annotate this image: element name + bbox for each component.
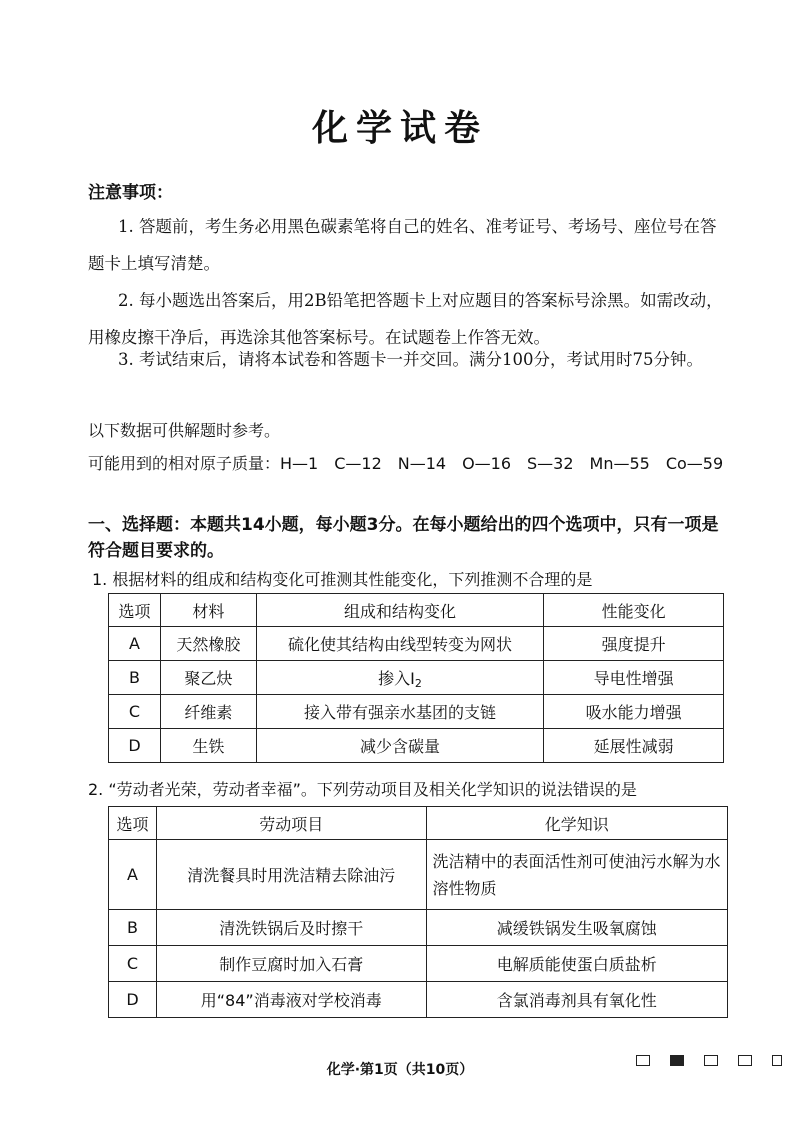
project-cell: 清洗铁锅后及时擦干 bbox=[156, 910, 426, 946]
page-footer: 化学·第1页（共10页） bbox=[326, 1062, 474, 1078]
property-cell: 吸水能力增强 bbox=[544, 695, 724, 729]
registration-mark bbox=[772, 1055, 782, 1066]
option-label: A bbox=[109, 627, 161, 661]
table-row bbox=[109, 946, 728, 982]
change-cell: 接入带有强亲水基团的支链 bbox=[256, 695, 543, 729]
subscript: 2 bbox=[414, 676, 422, 690]
knowledge-cell: 含氯消毒剂具有氧化性 bbox=[426, 982, 727, 1018]
header-change: 组成和结构变化 bbox=[256, 594, 543, 627]
table-header-row bbox=[109, 807, 728, 840]
section-heading: 一、选择题：本题共14小题，每小题3分。在每小题给出的四个选项中，只有一项是符合题目要求的。 bbox=[88, 515, 719, 561]
change-cell bbox=[256, 661, 543, 695]
header-option: 选项 bbox=[109, 807, 157, 840]
question-1-stem: 1. 根据材料的组成和结构变化可推测其性能变化，下列推测不合理的是 bbox=[92, 570, 593, 589]
question-2-stem: 2. “劳动者光荣，劳动者幸福”。下列劳动项目及相关化学知识的说法错误的是 bbox=[88, 780, 637, 799]
table-header-row bbox=[109, 594, 724, 627]
change-text: 掺入I bbox=[378, 668, 415, 688]
option-label: D bbox=[109, 982, 157, 1018]
registration-mark bbox=[738, 1055, 752, 1066]
material-cell: 生铁 bbox=[160, 729, 256, 763]
project-cell: 用“84”消毒液对学校消毒 bbox=[156, 982, 426, 1018]
header-knowledge: 化学知识 bbox=[426, 807, 727, 840]
registration-mark-filled bbox=[670, 1055, 684, 1066]
registration-mark bbox=[636, 1055, 650, 1066]
option-label: B bbox=[109, 661, 161, 695]
option-label: B bbox=[109, 910, 157, 946]
project-cell: 清洗餐具时用洗洁精去除油污 bbox=[156, 840, 426, 910]
table-row bbox=[109, 982, 728, 1018]
option-label: C bbox=[109, 946, 157, 982]
table-row bbox=[109, 729, 724, 763]
table-row bbox=[109, 627, 724, 661]
material-cell: 天然橡胶 bbox=[160, 627, 256, 661]
header-property: 性能变化 bbox=[544, 594, 724, 627]
header-project: 劳动项目 bbox=[156, 807, 426, 840]
property-cell: 导电性增强 bbox=[544, 661, 724, 695]
option-label: D bbox=[109, 729, 161, 763]
material-cell: 聚乙炔 bbox=[160, 661, 256, 695]
notice-heading: 注意事项： bbox=[88, 183, 173, 203]
knowledge-cell: 减缓铁锅发生吸氧腐蚀 bbox=[426, 910, 727, 946]
knowledge-cell: 电解质能使蛋白质盐析 bbox=[426, 946, 727, 982]
notice-item-3: 3. 考试结束后，请将本试卷和答题卡一并交回。满分100分，考试用时75分钟。 bbox=[118, 350, 703, 369]
project-cell: 制作豆腐时加入石膏 bbox=[156, 946, 426, 982]
page-title: 化学试卷 bbox=[311, 108, 488, 149]
reference-intro: 以下数据可供解题时参考。 bbox=[88, 421, 281, 440]
registration-mark bbox=[704, 1055, 718, 1066]
table-row bbox=[109, 661, 724, 695]
table-row bbox=[109, 910, 728, 946]
property-cell: 延展性减弱 bbox=[544, 729, 724, 763]
notice-item-1: 1. 答题前，考生务必用黑色碳素笔将自己的姓名、准考证号、考场号、座位号在答题卡上填写清楚。 bbox=[88, 217, 717, 273]
question-1-table bbox=[108, 593, 724, 763]
knowledge-cell: 洗洁精中的表面活性剂可使油污水解为水溶性物质 bbox=[426, 840, 727, 910]
atomic-masses: 可能用到的相对原子质量：H—1 C—12 N—14 O—16 S—32 Mn—55 Co—59 bbox=[88, 454, 724, 473]
material-cell: 纤维素 bbox=[160, 695, 256, 729]
question-2-table bbox=[108, 806, 728, 1018]
table-row bbox=[109, 695, 724, 729]
change-cell: 硫化使其结构由线型转变为网状 bbox=[256, 627, 543, 661]
notice-item-2: 2. 每小题选出答案后，用2B铅笔把答题卡上对应题目的答案标号涂黑。如需改动，用橡皮擦干净后，再选涂其他答案标号。在试题卷上作答无效。 bbox=[88, 291, 723, 347]
option-label: C bbox=[109, 695, 161, 729]
option-label: A bbox=[109, 840, 157, 910]
change-cell: 减少含碳量 bbox=[256, 729, 543, 763]
table-row bbox=[109, 840, 728, 910]
header-option: 选项 bbox=[109, 594, 161, 627]
property-cell: 强度提升 bbox=[544, 627, 724, 661]
header-material: 材料 bbox=[160, 594, 256, 627]
